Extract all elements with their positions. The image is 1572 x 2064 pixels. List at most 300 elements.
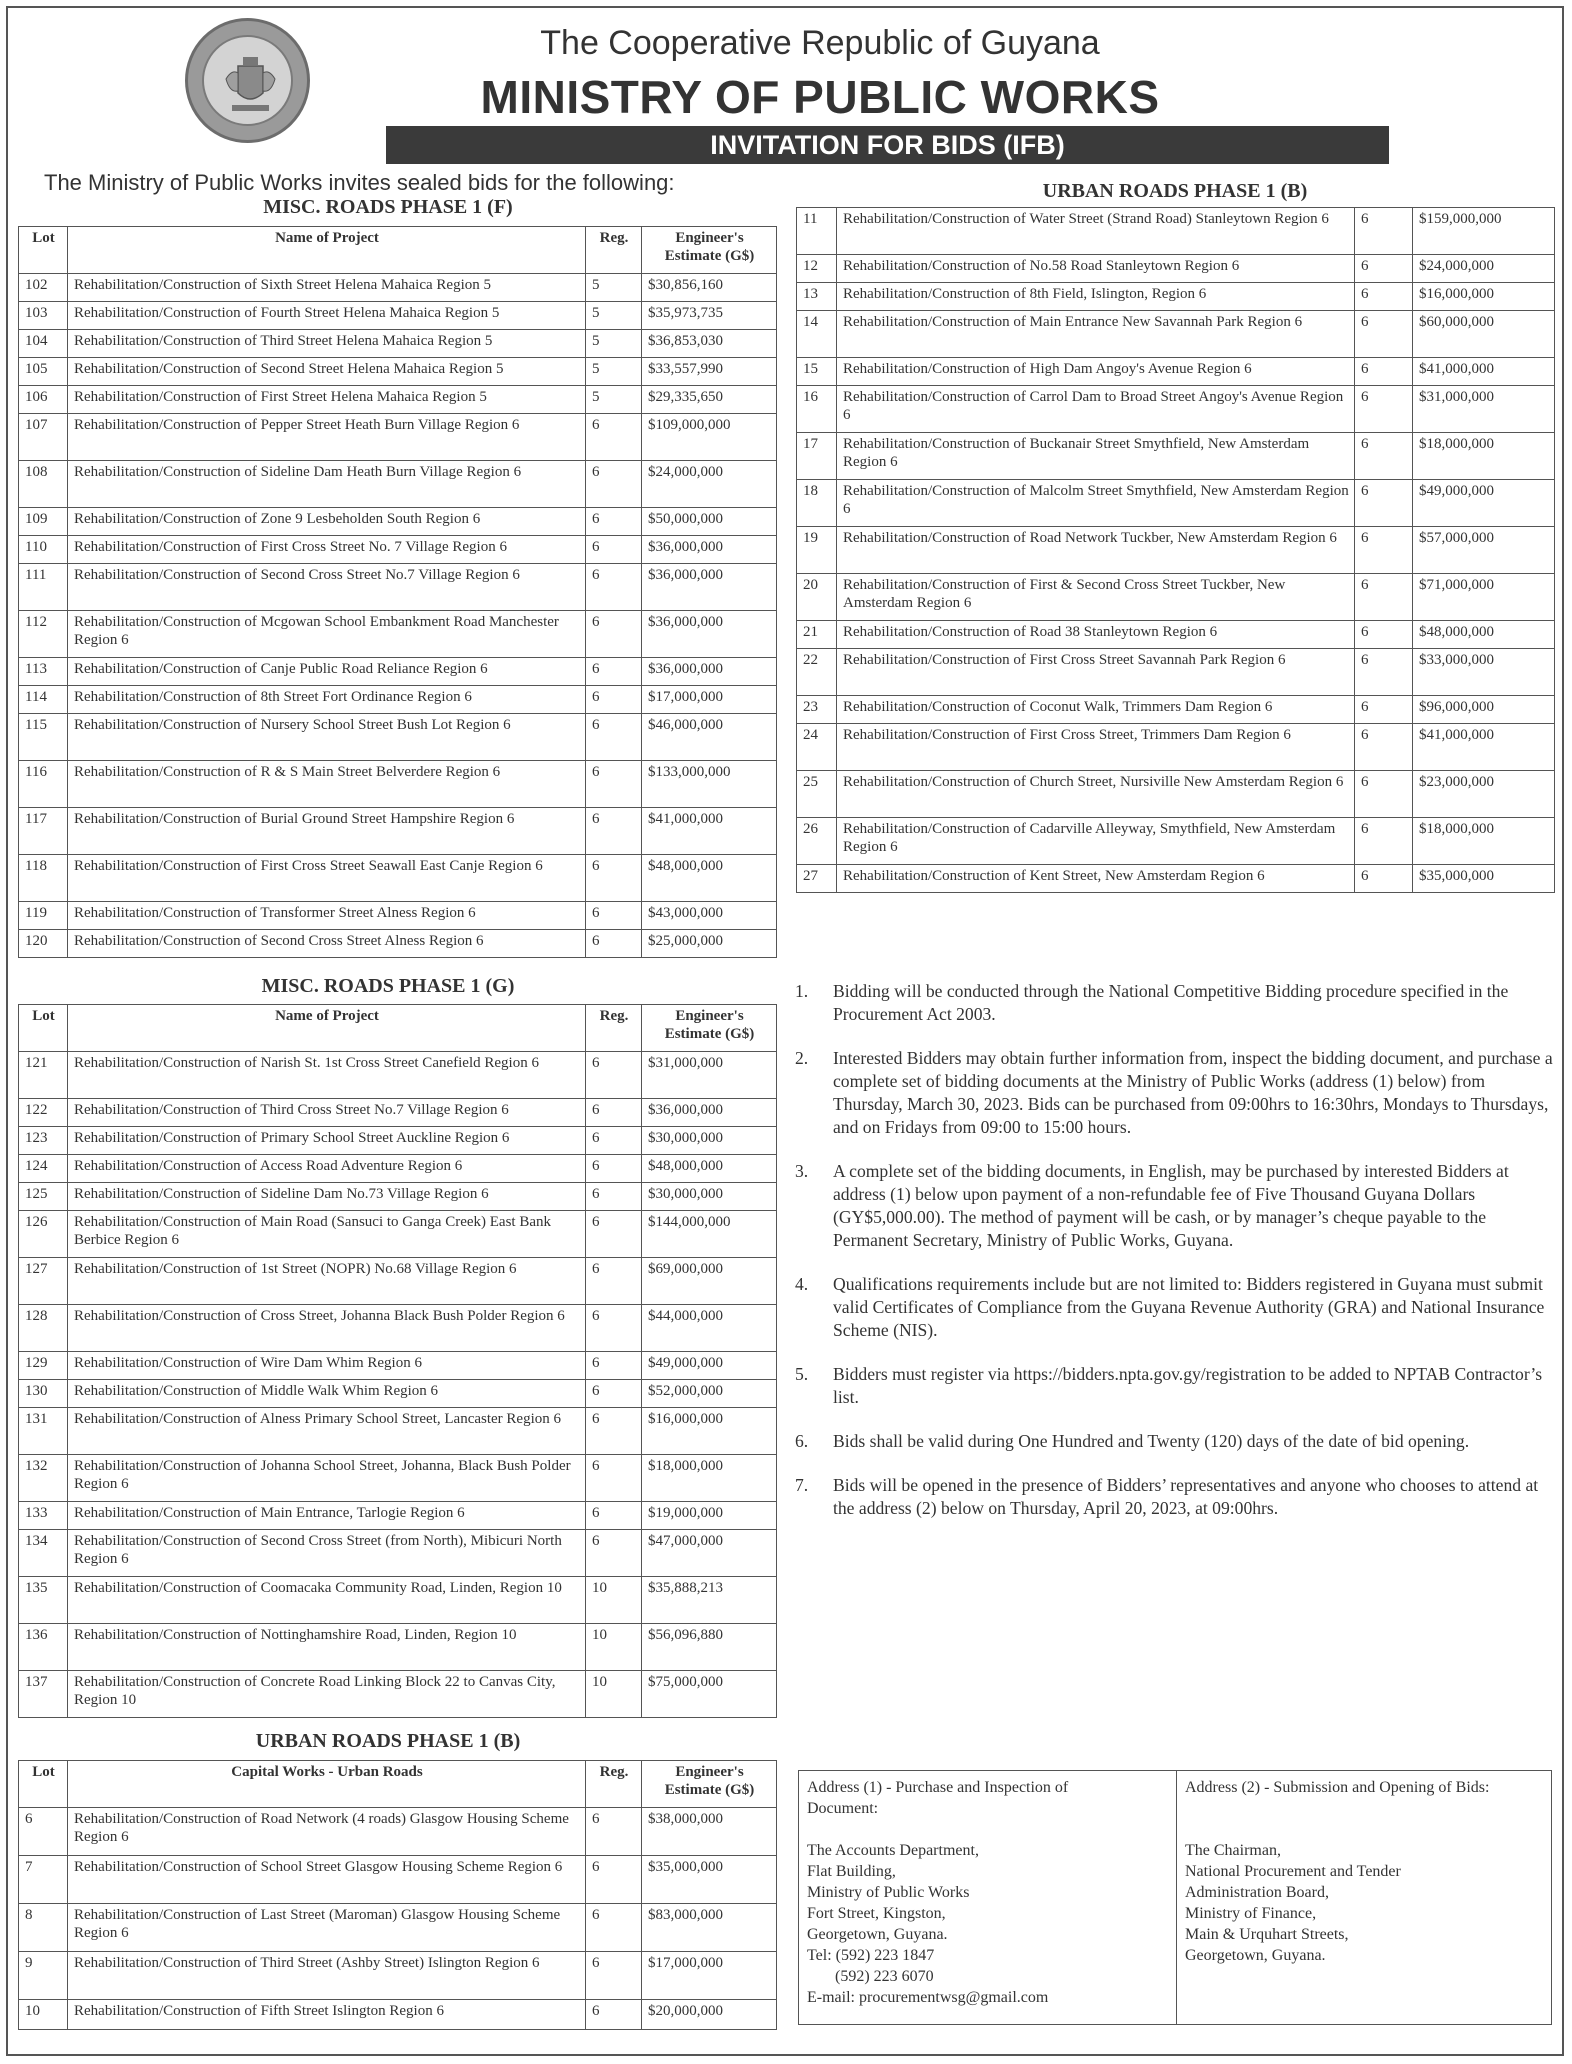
table-row — [19, 1952, 777, 2000]
table-row — [19, 1530, 777, 1577]
table-row — [19, 1052, 777, 1099]
cell-lot: 129 — [19, 1352, 68, 1380]
cell-project-name: Rehabilitation/Construction of Second Cross Street No.7 Village Region 6 — [68, 564, 586, 611]
table-row — [19, 414, 777, 461]
cell-estimate: $60,000,000 — [1413, 311, 1555, 358]
cell-project-name: Rehabilitation/Construction of Johanna School Street, Johanna, Black Bush Polder Region 6 — [68, 1455, 586, 1502]
col-header-project: Name of Project — [68, 1005, 586, 1052]
cell-lot: 119 — [19, 902, 68, 930]
cell-lot: 7 — [19, 1856, 68, 1904]
cell-project-name: Rehabilitation/Construction of No.58 Road Stanleytown Region 6 — [837, 255, 1355, 283]
table-row — [19, 1127, 777, 1155]
cell-estimate: $69,000,000 — [642, 1258, 777, 1305]
cell-lot: 110 — [19, 536, 68, 564]
address-line: Georgetown, Guyana. — [1185, 1947, 1326, 1964]
cell-estimate: $48,000,000 — [642, 855, 777, 902]
cell-lot: 12 — [797, 255, 837, 283]
cell-estimate: $144,000,000 — [642, 1211, 777, 1258]
cell-region: 5 — [586, 274, 642, 302]
address-line: Address (1) - Purchase and Inspection of — [807, 1779, 1069, 1796]
cell-estimate: $49,000,000 — [642, 1352, 777, 1380]
cell-region: 6 — [1355, 724, 1413, 771]
cell-region: 6 — [586, 761, 642, 808]
cell-lot: 134 — [19, 1530, 68, 1577]
cell-region: 6 — [1355, 480, 1413, 527]
cell-region: 6 — [586, 714, 642, 761]
address-line — [807, 1819, 1168, 1840]
cell-estimate: $24,000,000 — [642, 461, 777, 508]
cell-region: 5 — [586, 386, 642, 414]
instruction-item — [793, 980, 1555, 1026]
cell-region: 6 — [586, 1183, 642, 1211]
table-row — [19, 1808, 777, 1856]
cell-lot: 118 — [19, 855, 68, 902]
cell-project-name: Rehabilitation/Construction of First Cross Street Savannah Park Region 6 — [837, 649, 1355, 696]
table-row — [797, 283, 1555, 311]
table-row — [19, 1258, 777, 1305]
address-line: Ministry of Finance, — [1185, 1905, 1317, 1922]
cell-estimate: $35,973,735 — [642, 302, 777, 330]
cell-project-name: Rehabilitation/Construction of Narish St. 1st Cross Street Canefield Region 6 — [68, 1052, 586, 1099]
cell-lot: 130 — [19, 1380, 68, 1408]
cell-estimate: $41,000,000 — [642, 808, 777, 855]
cell-project-name: Rehabilitation/Construction of Wire Dam Whim Region 6 — [68, 1352, 586, 1380]
cell-project-name: Rehabilitation/Construction of Fifth Street Islington Region 6 — [68, 2000, 586, 2030]
cell-project-name: Rehabilitation/Construction of Nottinghamshire Road, Linden, Region 10 — [68, 1624, 586, 1671]
cell-region: 6 — [586, 414, 642, 461]
table-row — [19, 686, 777, 714]
cell-estimate: $18,000,000 — [1413, 818, 1555, 865]
table-row — [797, 574, 1555, 621]
cell-estimate: $109,000,000 — [642, 414, 777, 461]
address-2-submission — [1177, 1771, 1551, 2024]
cell-lot: 25 — [797, 771, 837, 818]
address-line: Address (2) - Submission and Opening of Bids: — [1185, 1779, 1490, 1796]
cell-region: 6 — [586, 1904, 642, 1952]
cell-estimate: $35,000,000 — [1413, 865, 1555, 893]
col-header-estimate: Engineer's Estimate (G$) — [642, 1005, 777, 1052]
cell-region: 6 — [1355, 386, 1413, 433]
table-row — [19, 564, 777, 611]
cell-estimate: $16,000,000 — [642, 1408, 777, 1455]
table-row — [19, 508, 777, 536]
cell-lot: 21 — [797, 621, 837, 649]
cell-project-name: Rehabilitation/Construction of Sideline Dam No.73 Village Region 6 — [68, 1183, 586, 1211]
cell-estimate: $38,000,000 — [642, 1808, 777, 1856]
cell-lot: 109 — [19, 508, 68, 536]
section-title-urban-left: URBAN ROADS PHASE 1 (B) — [255, 1730, 521, 1752]
bid-instructions-list — [793, 980, 1555, 1541]
instruction-text: Qualifications requirements include but are not limited to: Bidders registered in Guyana must submit valid Certificates of Compliance from the Guyana Revenue Authority (GRA) and National Insurance Scheme (NIS). — [833, 1274, 1545, 1340]
cell-project-name: Rehabilitation/Construction of Zone 9 Lesbeholden South Region 6 — [68, 508, 586, 536]
col-header-region: Reg. — [586, 1761, 642, 1808]
cell-region: 6 — [586, 1952, 642, 2000]
cell-lot: 112 — [19, 611, 68, 658]
cell-estimate: $36,853,030 — [642, 330, 777, 358]
cell-estimate: $30,000,000 — [642, 1127, 777, 1155]
cell-project-name: Rehabilitation/Construction of Second Cross Street Alness Region 6 — [68, 930, 586, 958]
address-line: The Accounts Department, — [807, 1842, 979, 1859]
cell-estimate: $31,000,000 — [1413, 386, 1555, 433]
table-row — [19, 808, 777, 855]
table-row — [797, 358, 1555, 386]
cell-region: 6 — [586, 1380, 642, 1408]
table-row — [19, 658, 777, 686]
table-row — [19, 1904, 777, 1952]
cell-region: 6 — [586, 1155, 642, 1183]
cell-lot: 17 — [797, 433, 837, 480]
cell-estimate: $159,000,000 — [1413, 208, 1555, 255]
cell-region: 10 — [586, 1671, 642, 1718]
cell-project-name: Rehabilitation/Construction of Canje Public Road Reliance Region 6 — [68, 658, 586, 686]
cell-project-name: Rehabilitation/Construction of Concrete Road Linking Block 22 to Canvas City, Region 10 — [68, 1671, 586, 1718]
cell-region: 5 — [586, 358, 642, 386]
cell-project-name: Rehabilitation/Construction of Fourth Street Helena Mahaica Region 5 — [68, 302, 586, 330]
instruction-number: 2. — [795, 1048, 809, 1068]
cell-region: 5 — [586, 330, 642, 358]
address-line: E-mail: procurementwsg@gmail.com — [807, 1989, 1049, 2006]
cell-lot: 13 — [797, 283, 837, 311]
instruction-text: Bids will be opened in the presence of Bidders’ representatives and anyone who chooses to attend at the address (2) below on Thursday, April 20, 2023, at 09:00hrs. — [833, 1475, 1539, 1518]
table-row — [797, 255, 1555, 283]
cell-region: 6 — [586, 1808, 642, 1856]
cell-lot: 106 — [19, 386, 68, 414]
cell-project-name: Rehabilitation/Construction of First Cross Street Seawall East Canje Region 6 — [68, 855, 586, 902]
cell-lot: 20 — [797, 574, 837, 621]
cell-estimate: $36,000,000 — [642, 611, 777, 658]
table-row — [797, 724, 1555, 771]
cell-region: 6 — [1355, 311, 1413, 358]
cell-lot: 136 — [19, 1624, 68, 1671]
ministry-heading: MINISTRY OF PUBLIC WORKS — [480, 71, 1160, 123]
cell-region: 6 — [586, 658, 642, 686]
cell-estimate: $25,000,000 — [642, 930, 777, 958]
cell-region: 6 — [586, 1856, 642, 1904]
cell-estimate: $36,000,000 — [642, 1099, 777, 1127]
cell-region: 10 — [586, 1577, 642, 1624]
cell-lot: 19 — [797, 527, 837, 574]
col-header-estimate: Engineer's Estimate (G$) — [642, 227, 777, 274]
cell-project-name: Rehabilitation/Construction of Pepper Street Heath Burn Village Region 6 — [68, 414, 586, 461]
table-row — [797, 480, 1555, 527]
ifb-banner: INVITATION FOR BIDS (IFB) — [386, 126, 1389, 164]
table-row — [19, 302, 777, 330]
cell-region: 6 — [1355, 649, 1413, 696]
table-row — [19, 1577, 777, 1624]
cell-project-name: Rehabilitation/Construction of Kent Street, New Amsterdam Region 6 — [837, 865, 1355, 893]
cell-lot: 133 — [19, 1502, 68, 1530]
cell-region: 6 — [586, 1127, 642, 1155]
section-title-f: MISC. ROADS PHASE 1 (F) — [263, 196, 513, 218]
cell-lot: 104 — [19, 330, 68, 358]
country-heading: The Cooperative Republic of Guyana — [540, 24, 1100, 62]
cell-project-name: Rehabilitation/Construction of School Street Glasgow Housing Scheme Region 6 — [68, 1856, 586, 1904]
address-line: National Procurement and Tender — [1185, 1863, 1401, 1880]
cell-lot: 117 — [19, 808, 68, 855]
cell-project-name: Rehabilitation/Construction of Road Network (4 roads) Glasgow Housing Scheme Region 6 — [68, 1808, 586, 1856]
cell-lot: 115 — [19, 714, 68, 761]
cell-region: 6 — [1355, 696, 1413, 724]
cell-estimate: $71,000,000 — [1413, 574, 1555, 621]
cell-project-name: Rehabilitation/Construction of Cadarville Alleyway, Smythfield, New Amsterdam Region 6 — [837, 818, 1355, 865]
cell-lot: 6 — [19, 1808, 68, 1856]
cell-lot: 116 — [19, 761, 68, 808]
cell-region: 6 — [586, 536, 642, 564]
cell-region: 6 — [586, 564, 642, 611]
cell-lot: 125 — [19, 1183, 68, 1211]
cell-estimate: $31,000,000 — [642, 1052, 777, 1099]
cell-region: 6 — [1355, 865, 1413, 893]
table-row — [19, 1155, 777, 1183]
cell-region: 6 — [586, 930, 642, 958]
table-row — [19, 536, 777, 564]
cell-estimate: $43,000,000 — [642, 902, 777, 930]
cell-lot: 128 — [19, 1305, 68, 1352]
cell-region: 6 — [586, 1502, 642, 1530]
cell-lot: 18 — [797, 480, 837, 527]
cell-project-name: Rehabilitation/Construction of R & S Main Street Belverdere Region 6 — [68, 761, 586, 808]
table-row — [19, 1408, 777, 1455]
cell-estimate: $30,856,160 — [642, 274, 777, 302]
table-row — [19, 930, 777, 958]
address-line: Ministry of Public Works — [807, 1884, 970, 1901]
table-row — [19, 1624, 777, 1671]
cell-project-name: Rehabilitation/Construction of Nursery School Street Bush Lot Region 6 — [68, 714, 586, 761]
instruction-text: Interested Bidders may obtain further information from, inspect the bidding document, and purchase a complete set of bidding documents at the Ministry of Public Works (address (1) below) from Thursday, March 30, 2023. Bids can be purchased from 09:00hrs to 16:30hrs, Mondays to Thursdays, and on Fridays from 09:00 to 15:00 hours. — [833, 1048, 1553, 1137]
table-row — [19, 2000, 777, 2030]
instruction-number: 1. — [795, 981, 809, 1001]
cell-project-name: Rehabilitation/Construction of Water Street (Strand Road) Stanleytown Region 6 — [837, 208, 1355, 255]
table-urban-roads-right — [796, 207, 1555, 893]
cell-estimate: $33,557,990 — [642, 358, 777, 386]
instruction-number: 7. — [795, 1475, 809, 1495]
cell-project-name: Rehabilitation/Construction of Main Entrance, Tarlogie Region 6 — [68, 1502, 586, 1530]
address-box — [798, 1770, 1552, 2025]
cell-project-name: Rehabilitation/Construction of Third Street (Ashby Street) Islington Region 6 — [68, 1952, 586, 2000]
cell-lot: 131 — [19, 1408, 68, 1455]
cell-estimate: $35,000,000 — [642, 1856, 777, 1904]
address-line — [1185, 1798, 1543, 1819]
cell-project-name: Rehabilitation/Construction of Transformer Street Alness Region 6 — [68, 902, 586, 930]
table-row — [19, 1305, 777, 1352]
cell-region: 6 — [586, 1305, 642, 1352]
cell-lot: 22 — [797, 649, 837, 696]
col-header-project: Name of Project — [68, 227, 586, 274]
cell-estimate: $30,000,000 — [642, 1183, 777, 1211]
cell-project-name: Rehabilitation/Construction of Carrol Dam to Broad Street Angoy's Avenue Region 6 — [837, 386, 1355, 433]
cell-project-name: Rehabilitation/Construction of Last Street (Maroman) Glasgow Housing Scheme Region 6 — [68, 1904, 586, 1952]
table-row — [19, 1455, 777, 1502]
table-row — [19, 1099, 777, 1127]
table-row — [19, 461, 777, 508]
cell-estimate: $20,000,000 — [642, 2000, 777, 2030]
cell-project-name: Rehabilitation/Construction of Mcgowan School Embankment Road Manchester Region 6 — [68, 611, 586, 658]
instruction-item — [793, 1430, 1555, 1453]
cell-project-name: Rehabilitation/Construction of Sideline Dam Heath Burn Village Region 6 — [68, 461, 586, 508]
cell-estimate: $36,000,000 — [642, 536, 777, 564]
cell-lot: 10 — [19, 2000, 68, 2030]
table-row — [19, 386, 777, 414]
cell-lot: 14 — [797, 311, 837, 358]
cell-region: 6 — [1355, 358, 1413, 386]
cell-lot: 113 — [19, 658, 68, 686]
cell-lot: 9 — [19, 1952, 68, 2000]
cell-lot: 26 — [797, 818, 837, 865]
table-row — [797, 386, 1555, 433]
cell-lot: 122 — [19, 1099, 68, 1127]
cell-lot: 103 — [19, 302, 68, 330]
address-line — [1185, 1819, 1543, 1840]
cell-project-name: Rehabilitation/Construction of Alness Primary School Street, Lancaster Region 6 — [68, 1408, 586, 1455]
cell-estimate: $18,000,000 — [642, 1455, 777, 1502]
cell-project-name: Rehabilitation/Construction of First & Second Cross Street Tuckber, New Amsterdam Region 6 — [837, 574, 1355, 621]
cell-project-name: Rehabilitation/Construction of First Cross Street No. 7 Village Region 6 — [68, 536, 586, 564]
instruction-text: Bids shall be valid during One Hundred and Twenty (120) days of the date of bid opening. — [833, 1431, 1470, 1451]
table-row — [19, 855, 777, 902]
cell-region: 6 — [586, 1099, 642, 1127]
col-header-lot: Lot — [19, 227, 68, 274]
table-row — [19, 714, 777, 761]
table-row — [797, 771, 1555, 818]
cell-project-name: Rehabilitation/Construction of Access Road Adventure Region 6 — [68, 1155, 586, 1183]
cell-project-name: Rehabilitation/Construction of Cross Street, Johanna Black Bush Polder Region 6 — [68, 1305, 586, 1352]
address-line: Flat Building, — [807, 1863, 896, 1880]
cell-lot: 132 — [19, 1455, 68, 1502]
address-line: The Chairman, — [1185, 1842, 1281, 1859]
cell-lot: 15 — [797, 358, 837, 386]
instruction-number: 5. — [795, 1364, 809, 1384]
cell-project-name: Rehabilitation/Construction of Second Street Helena Mahaica Region 5 — [68, 358, 586, 386]
cell-region: 6 — [1355, 208, 1413, 255]
address-line: (592) 223 6070 — [807, 1968, 934, 1985]
cell-estimate: $16,000,000 — [1413, 283, 1555, 311]
table-row — [19, 611, 777, 658]
cell-region: 10 — [586, 1624, 642, 1671]
cell-project-name: Rehabilitation/Construction of Sixth Street Helena Mahaica Region 5 — [68, 274, 586, 302]
cell-estimate: $96,000,000 — [1413, 696, 1555, 724]
cell-project-name: Rehabilitation/Construction of First Street Helena Mahaica Region 5 — [68, 386, 586, 414]
col-header-estimate: Engineer's Estimate (G$) — [642, 1761, 777, 1808]
table-row — [19, 1352, 777, 1380]
instruction-text: Bidders must register via https://bidders.npta.gov.gy/registration to be added to NPTAB Contractor’s list. — [833, 1364, 1543, 1407]
cell-region: 6 — [1355, 771, 1413, 818]
instruction-item — [793, 1474, 1555, 1520]
cell-region: 6 — [586, 508, 642, 536]
table-row — [797, 696, 1555, 724]
cell-region: 6 — [586, 1258, 642, 1305]
cell-project-name: Rehabilitation/Construction of Road Network Tuckber, New Amsterdam Region 6 — [837, 527, 1355, 574]
cell-estimate: $46,000,000 — [642, 714, 777, 761]
cell-estimate: $57,000,000 — [1413, 527, 1555, 574]
cell-region: 5 — [586, 302, 642, 330]
table-row — [797, 208, 1555, 255]
cell-estimate: $48,000,000 — [642, 1155, 777, 1183]
cell-estimate: $33,000,000 — [1413, 649, 1555, 696]
table-row — [797, 818, 1555, 865]
cell-estimate: $47,000,000 — [642, 1530, 777, 1577]
col-header-project: Capital Works - Urban Roads — [68, 1761, 586, 1808]
cell-project-name: Rehabilitation/Construction of Second Cross Street (from North), Mibicuri North Region 6 — [68, 1530, 586, 1577]
address-line: Main & Urquhart Streets, — [1185, 1926, 1349, 1943]
table-row — [19, 1380, 777, 1408]
cell-project-name: Rehabilitation/Construction of Buckanair Street Smythfield, New Amsterdam Region 6 — [837, 433, 1355, 480]
table-row — [797, 433, 1555, 480]
cell-estimate: $52,000,000 — [642, 1380, 777, 1408]
cell-estimate: $49,000,000 — [1413, 480, 1555, 527]
cell-region: 6 — [1355, 621, 1413, 649]
cell-lot: 105 — [19, 358, 68, 386]
cell-project-name: Rehabilitation/Construction of Main Entrance New Savannah Park Region 6 — [837, 311, 1355, 358]
cell-lot: 11 — [797, 208, 837, 255]
cell-estimate: $133,000,000 — [642, 761, 777, 808]
cell-project-name: Rehabilitation/Construction of Third Cross Street No.7 Village Region 6 — [68, 1099, 586, 1127]
cell-lot: 24 — [797, 724, 837, 771]
cell-estimate: $24,000,000 — [1413, 255, 1555, 283]
cell-project-name: Rehabilitation/Construction of Primary School Street Auckline Region 6 — [68, 1127, 586, 1155]
intro-text: The Ministry of Public Works invites sealed bids for the following: — [44, 170, 675, 195]
instruction-item — [793, 1047, 1555, 1139]
cell-lot: 8 — [19, 1904, 68, 1952]
ministry-seal-logo — [185, 18, 310, 143]
cell-lot: 107 — [19, 414, 68, 461]
cell-project-name: Rehabilitation/Construction of Malcolm Street Smythfield, New Amsterdam Region 6 — [837, 480, 1355, 527]
instruction-item — [793, 1363, 1555, 1409]
cell-region: 6 — [1355, 433, 1413, 480]
cell-region: 6 — [1355, 527, 1413, 574]
address-line: Document: — [807, 1800, 879, 1817]
address-1-purchase — [799, 1771, 1177, 2024]
cell-project-name: Rehabilitation/Construction of Main Road (Sansuci to Ganga Creek) East Bank Berbice Region 6 — [68, 1211, 586, 1258]
cell-region: 6 — [586, 808, 642, 855]
instruction-text: Bidding will be conducted through the National Competitive Bidding procedure specified in the Procurement Act 2003. — [833, 981, 1509, 1024]
table-urban-roads-left — [18, 1760, 777, 2030]
cell-estimate: $17,000,000 — [642, 686, 777, 714]
cell-region: 6 — [1355, 818, 1413, 865]
cell-estimate: $19,000,000 — [642, 1502, 777, 1530]
cell-project-name: Rehabilitation/Construction of Church Street, Nursiville New Amsterdam Region 6 — [837, 771, 1355, 818]
cell-estimate: $23,000,000 — [1413, 771, 1555, 818]
table-misc-roads-g — [18, 1004, 777, 1718]
cell-project-name: Rehabilitation/Construction of 8th Street Fort Ordinance Region 6 — [68, 686, 586, 714]
cell-region: 6 — [1355, 255, 1413, 283]
table-row — [19, 358, 777, 386]
instruction-number: 6. — [795, 1431, 809, 1451]
table-row — [797, 621, 1555, 649]
cell-lot: 114 — [19, 686, 68, 714]
table-row — [19, 274, 777, 302]
cell-lot: 123 — [19, 1127, 68, 1155]
cell-region: 6 — [586, 1408, 642, 1455]
cell-project-name: Rehabilitation/Construction of Coconut Walk, Trimmers Dam Region 6 — [837, 696, 1355, 724]
table-row — [797, 649, 1555, 696]
cell-lot: 111 — [19, 564, 68, 611]
cell-estimate: $83,000,000 — [642, 1904, 777, 1952]
cell-region: 6 — [586, 1455, 642, 1502]
cell-estimate: $29,335,650 — [642, 386, 777, 414]
cell-project-name: Rehabilitation/Construction of Road 38 Stanleytown Region 6 — [837, 621, 1355, 649]
cell-lot: 127 — [19, 1258, 68, 1305]
cell-region: 6 — [586, 461, 642, 508]
cell-lot: 126 — [19, 1211, 68, 1258]
cell-region: 6 — [586, 855, 642, 902]
cell-estimate: $75,000,000 — [642, 1671, 777, 1718]
table-row — [19, 330, 777, 358]
cell-region: 6 — [586, 2000, 642, 2030]
cell-estimate: $48,000,000 — [1413, 621, 1555, 649]
col-header-region: Reg. — [586, 227, 642, 274]
cell-region: 6 — [586, 1052, 642, 1099]
cell-region: 6 — [586, 686, 642, 714]
